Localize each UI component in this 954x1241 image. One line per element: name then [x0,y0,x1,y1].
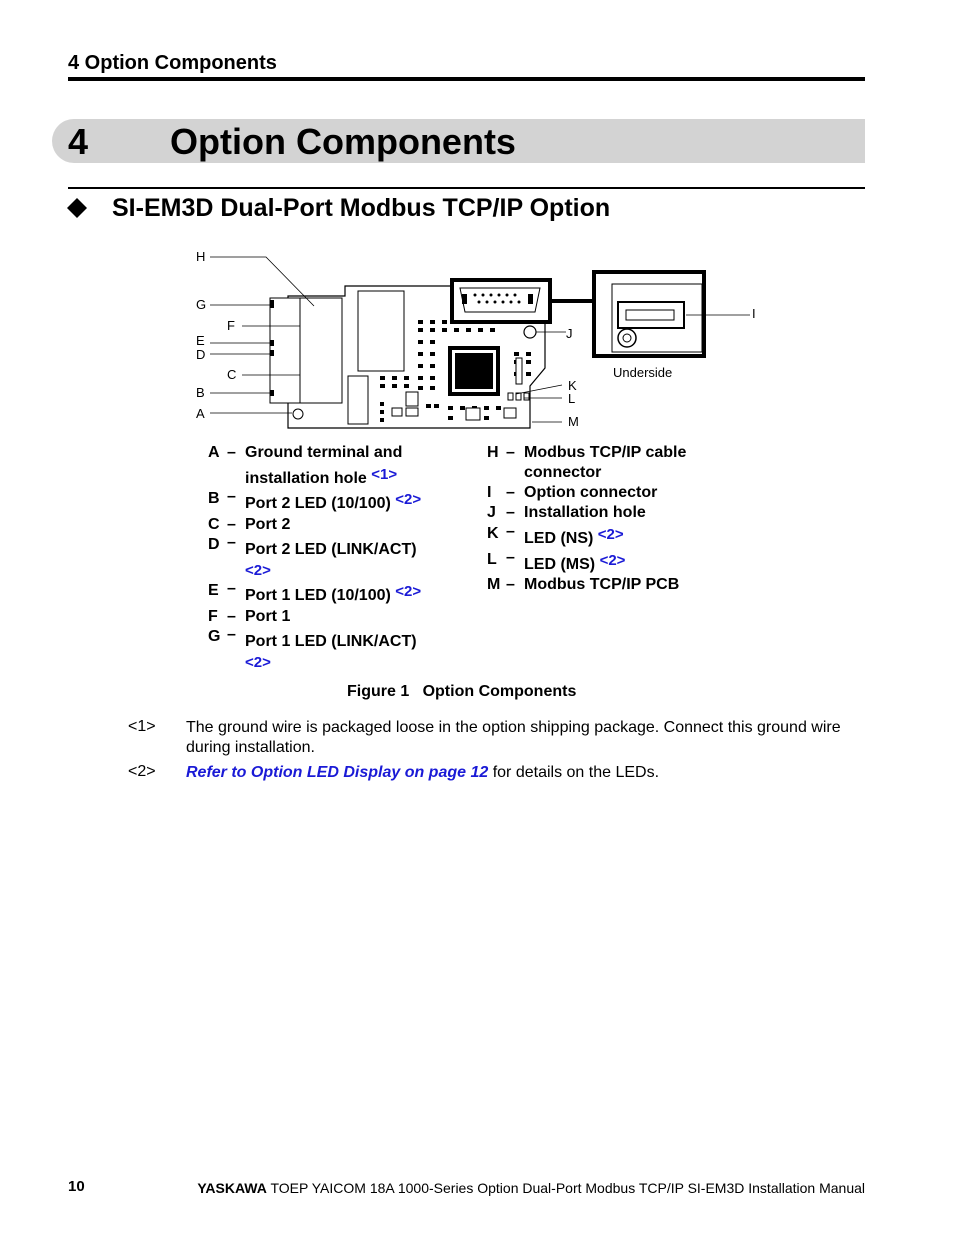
note-text-1: The ground wire is packaged loose in the option shipping package. Connect this ground wire during installation. [186,719,841,756]
callout-d: D [196,347,206,362]
note-number-1: <1> [128,718,156,735]
running-header: 4 Option Components [68,52,277,74]
callout-b: B [196,385,205,400]
ref-link-2[interactable]: <2> [395,583,422,600]
callout-e: E [196,333,205,348]
callout-k: K [568,378,577,393]
header-rule [68,77,865,81]
note-number-2: <2> [128,763,156,780]
callout-i: I [752,306,756,321]
section-number: 4 [68,121,89,162]
callout-j: J [566,326,573,341]
ref-link-2[interactable]: <2> [395,491,422,508]
ref-link-2[interactable]: <2> [599,552,626,569]
subsection-rule [68,187,865,189]
ref-link-2[interactable]: <2> [597,526,624,543]
callout-g: G [196,297,207,312]
diamond-bullet-icon [67,198,87,218]
underside-label: Underside [613,365,673,380]
callout-l: L [568,391,576,406]
figure-caption: Figure 1 Option Components [347,683,577,700]
page-number: 10 [68,1178,85,1195]
led-display-link[interactable]: Refer to Option LED Display on page 12 [186,764,489,781]
ref-link-2[interactable]: <2> [245,654,271,671]
callout-h: H [196,249,206,264]
footer-doc-title: YASKAWA TOEP YAICOM 18A 1000-Series Option Dual-Port Modbus TCP/IP SI-EM3D Installation Manual [197,1180,865,1196]
note-text-2: Refer to Option LED Display on page 12 for details on the LEDs. [186,764,660,781]
callout-c: C [227,367,237,382]
ref-link-1[interactable]: <1> [371,466,398,483]
callout-f: F [227,318,235,333]
subsection-title: SI-EM3D Dual-Port Modbus TCP/IP Option [112,194,611,222]
option-components-figure [190,248,770,433]
ref-link-2[interactable]: <2> [245,562,271,579]
callout-a: A [196,406,205,421]
section-title: Option Components [170,121,516,162]
callout-m: M [568,414,579,429]
